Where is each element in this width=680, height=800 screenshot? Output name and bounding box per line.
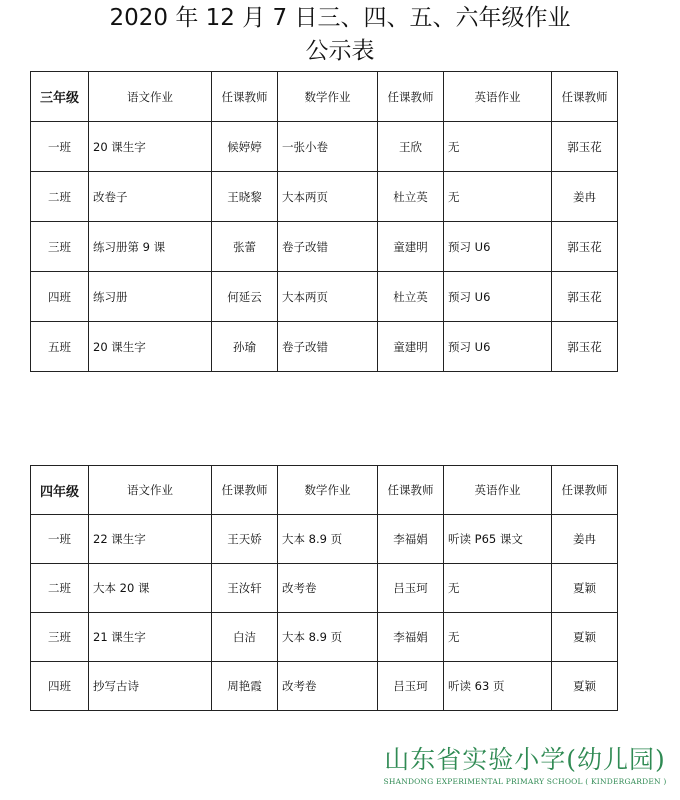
class-name-cell: 二班	[31, 172, 89, 222]
teacher-cell: 孙瑜	[212, 322, 278, 372]
teacher-cell: 周艳霞	[212, 662, 278, 711]
teacher-cell: 王欣	[378, 122, 444, 172]
homework-cell: 听读 63 页	[444, 662, 552, 711]
column-header: 任课教师	[378, 72, 444, 122]
homework-cell: 预习 U6	[444, 272, 552, 322]
table-row	[31, 322, 618, 372]
teacher-cell: 姜冉	[552, 172, 618, 222]
class-name-cell: 二班	[31, 564, 89, 613]
class-name-cell: 一班	[31, 122, 89, 172]
homework-cell: 听读 P65 课文	[444, 515, 552, 564]
teacher-cell: 张蕾	[212, 222, 278, 272]
teacher-cell: 杜立英	[378, 172, 444, 222]
school-logo	[375, 745, 675, 786]
teacher-cell: 王天娇	[212, 515, 278, 564]
column-header: 语文作业	[89, 466, 212, 515]
teacher-cell: 王汝轩	[212, 564, 278, 613]
homework-cell: 21 课生字	[89, 613, 212, 662]
teacher-cell: 李福娟	[378, 515, 444, 564]
teacher-cell: 王晓黎	[212, 172, 278, 222]
column-header: 英语作业	[444, 466, 552, 515]
table-row	[31, 662, 618, 711]
table-row	[31, 564, 618, 613]
homework-cell: 20 课生字	[89, 122, 212, 172]
homework-cell: 大本两页	[278, 272, 378, 322]
teacher-cell: 郭玉花	[552, 322, 618, 372]
table-header-row	[31, 466, 618, 515]
class-name-cell: 四班	[31, 272, 89, 322]
homework-cell: 无	[444, 613, 552, 662]
class-name-cell: 三班	[31, 613, 89, 662]
table-row	[31, 613, 618, 662]
teacher-cell: 童建明	[378, 322, 444, 372]
homework-cell: 一张小卷	[278, 122, 378, 172]
homework-cell: 大本两页	[278, 172, 378, 222]
table-row	[31, 172, 618, 222]
page-subtitle: 公示表	[305, 38, 375, 64]
column-header: 任课教师	[552, 72, 618, 122]
homework-cell: 无	[444, 564, 552, 613]
teacher-cell: 郭玉花	[552, 222, 618, 272]
homework-cell: 练习册第 9 课	[89, 222, 212, 272]
teacher-cell: 夏颖	[552, 613, 618, 662]
table-row	[31, 122, 618, 172]
homework-cell: 无	[444, 122, 552, 172]
grade-label: 三年级	[31, 72, 89, 122]
teacher-cell: 郭玉花	[552, 122, 618, 172]
teacher-cell: 李福娟	[378, 613, 444, 662]
homework-cell: 改考卷	[278, 662, 378, 711]
teacher-cell: 夏颖	[552, 564, 618, 613]
homework-cell: 改考卷	[278, 564, 378, 613]
homework-cell: 预习 U6	[444, 322, 552, 372]
homework-cell: 大本 8.9 页	[278, 613, 378, 662]
table-row	[31, 515, 618, 564]
homework-cell: 22 课生字	[89, 515, 212, 564]
class-name-cell: 一班	[31, 515, 89, 564]
teacher-cell: 郭玉花	[552, 272, 618, 322]
homework-cell: 20 课生字	[89, 322, 212, 372]
homework-cell: 卷子改错	[278, 222, 378, 272]
teacher-cell: 何延云	[212, 272, 278, 322]
grade3-table-body	[31, 72, 618, 372]
column-header: 任课教师	[552, 466, 618, 515]
teacher-cell: 候婷婷	[212, 122, 278, 172]
homework-cell: 练习册	[89, 272, 212, 322]
teacher-cell: 姜冉	[552, 515, 618, 564]
column-header: 任课教师	[212, 466, 278, 515]
homework-cell: 卷子改错	[278, 322, 378, 372]
teacher-cell: 吕玉珂	[378, 564, 444, 613]
homework-cell: 抄写古诗	[89, 662, 212, 711]
column-header: 英语作业	[444, 72, 552, 122]
teacher-cell: 童建明	[378, 222, 444, 272]
table-row	[31, 272, 618, 322]
homework-cell: 改卷子	[89, 172, 212, 222]
column-header: 数学作业	[278, 466, 378, 515]
class-name-cell: 四班	[31, 662, 89, 711]
logo-chinese-name: 山东省实验小学(幼儿园)	[384, 745, 666, 774]
page-title: 2020 年 12 月 7 日三、四、五、六年级作业	[109, 5, 571, 31]
homework-cell: 大本 20 课	[89, 564, 212, 613]
class-name-cell: 三班	[31, 222, 89, 272]
grade4-homework-table	[30, 465, 618, 711]
teacher-cell: 白洁	[212, 613, 278, 662]
teacher-cell: 夏颖	[552, 662, 618, 711]
logo-english-name: SHANDONG EXPERIMENTAL PRIMARY SCHOOL ( KINDERGARDEN )	[383, 777, 667, 786]
column-header: 任课教师	[378, 466, 444, 515]
class-name-cell: 五班	[31, 322, 89, 372]
table-header-row	[31, 72, 618, 122]
homework-cell: 大本 8.9 页	[278, 515, 378, 564]
grade4-table-body	[31, 466, 618, 711]
grade-label: 四年级	[31, 466, 89, 515]
homework-cell: 无	[444, 172, 552, 222]
column-header: 任课教师	[212, 72, 278, 122]
teacher-cell: 吕玉珂	[378, 662, 444, 711]
grade3-homework-table	[30, 71, 618, 372]
teacher-cell: 杜立英	[378, 272, 444, 322]
column-header: 数学作业	[278, 72, 378, 122]
homework-cell: 预习 U6	[444, 222, 552, 272]
table-row	[31, 222, 618, 272]
column-header: 语文作业	[89, 72, 212, 122]
